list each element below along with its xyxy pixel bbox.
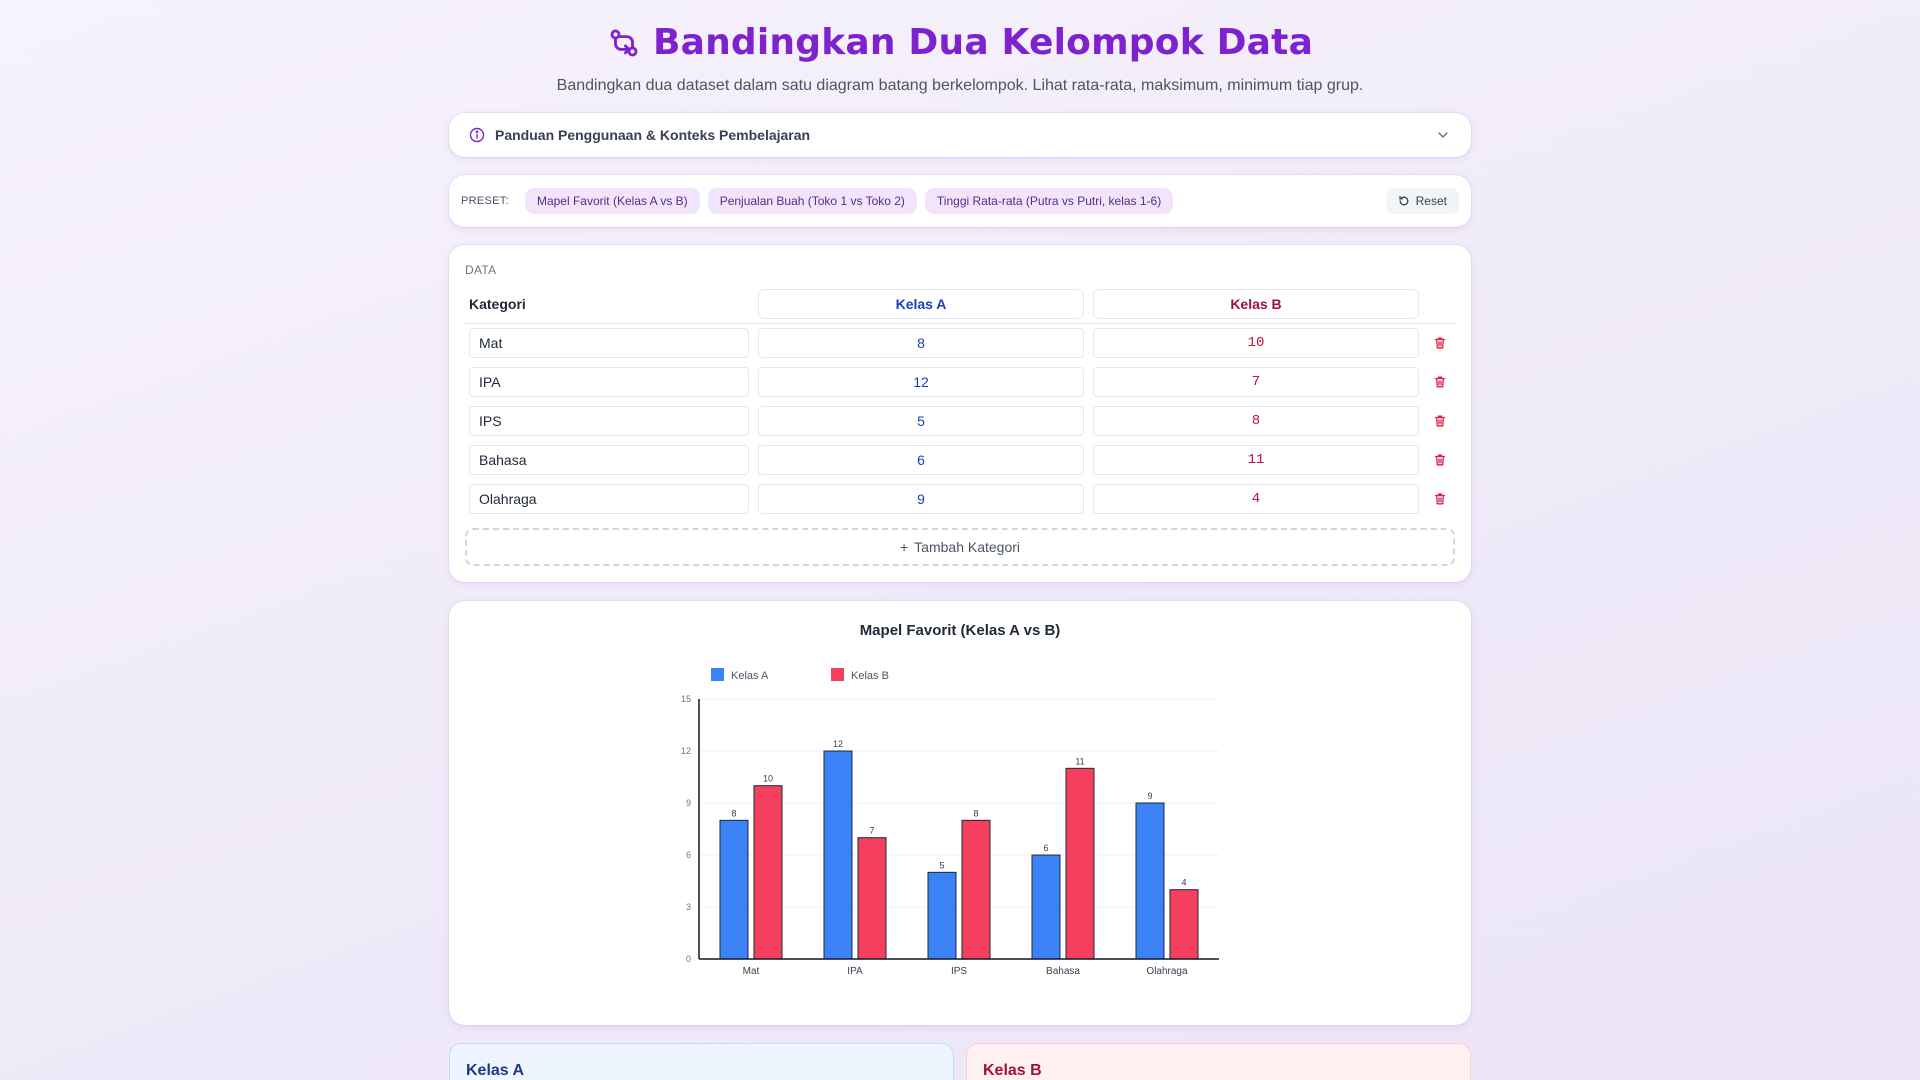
legend-swatch bbox=[831, 668, 844, 681]
bar bbox=[928, 872, 956, 959]
y-tick-label: 3 bbox=[685, 902, 691, 912]
bar-value-label: 10 bbox=[762, 773, 774, 784]
category-input[interactable]: Olahraga bbox=[469, 484, 749, 514]
bar-value-label: 12 bbox=[832, 739, 844, 749]
y-tick-label: 0 bbox=[685, 954, 691, 964]
bar-value-label: 6 bbox=[1043, 843, 1049, 853]
page-header bbox=[0, 22, 1920, 95]
kelas-b-input[interactable]: 7 bbox=[1093, 367, 1419, 397]
header-divider bbox=[465, 323, 1455, 324]
x-tick-label: IPA bbox=[847, 966, 863, 977]
kelas-b-summary-card bbox=[966, 1043, 1471, 1080]
bar-value-label: 11 bbox=[1075, 756, 1085, 767]
chart-title: Mapel Favorit (Kelas A vs B) bbox=[859, 622, 1061, 639]
preset-label: PRESET: bbox=[461, 195, 509, 207]
x-tick-label: Olahraga bbox=[1146, 966, 1188, 977]
x-tick-label: IPS bbox=[950, 966, 968, 977]
kelas-b-input[interactable]: 10 bbox=[1093, 328, 1419, 358]
bar bbox=[858, 838, 886, 959]
bar bbox=[962, 820, 990, 959]
column-header-kategori: Kategori bbox=[469, 296, 526, 312]
y-tick-label: 6 bbox=[685, 850, 691, 860]
plus-icon: + bbox=[899, 539, 909, 555]
x-tick-label: Bahasa bbox=[1046, 966, 1080, 977]
y-tick-label: 12 bbox=[680, 746, 691, 756]
trash-icon[interactable] bbox=[1433, 492, 1447, 506]
column-header-kelas-a[interactable]: Kelas A bbox=[758, 289, 1084, 319]
usage-guide-accordion[interactable] bbox=[449, 113, 1471, 157]
bar bbox=[1170, 890, 1198, 959]
table-row bbox=[449, 406, 1471, 436]
page-title: Bandingkan Dua Kelompok Data bbox=[652, 22, 1314, 63]
page-subtitle: Bandingkan dua dataset dalam satu diagram batang berkelompok. Lihat rata-rata, maksimum, minimum tiap grup. bbox=[556, 76, 1364, 94]
x-tick-label: Mat bbox=[742, 966, 760, 977]
preset-penjualan-buah[interactable]: Penjualan Buah (Toko 1 vs Toko 2) bbox=[708, 188, 917, 214]
kelas-a-input[interactable]: 9 bbox=[758, 484, 1084, 514]
title-row bbox=[607, 22, 1313, 63]
preset-tinggi-rata-rata[interactable]: Tinggi Rata-rata (Putra vs Putri, kelas 1-6) bbox=[925, 188, 1173, 214]
reset-icon bbox=[1398, 195, 1410, 207]
legend-label: Kelas B bbox=[851, 670, 889, 682]
table-row bbox=[449, 367, 1471, 397]
legend-label: Kelas A bbox=[731, 670, 769, 682]
bar-value-label: 4 bbox=[1181, 877, 1187, 888]
trash-icon[interactable] bbox=[1433, 453, 1447, 467]
preset-bar bbox=[449, 175, 1471, 227]
bar-value-label: 9 bbox=[1147, 791, 1153, 801]
data-table-card bbox=[449, 245, 1471, 582]
bar-value-label: 5 bbox=[939, 860, 945, 871]
data-section-title: DATA bbox=[465, 263, 497, 277]
bar bbox=[1032, 855, 1060, 959]
preset-mapel-favorit[interactable]: Mapel Favorit (Kelas A vs B) bbox=[525, 188, 700, 214]
info-icon bbox=[469, 127, 485, 143]
kelas-a-input[interactable]: 6 bbox=[758, 445, 1084, 475]
kelas-a-input[interactable]: 12 bbox=[758, 367, 1084, 397]
trash-icon[interactable] bbox=[1433, 336, 1447, 350]
trash-icon[interactable] bbox=[1433, 414, 1447, 428]
guide-label: Panduan Penggunaan & Konteks Pembelajaran bbox=[495, 127, 811, 143]
bar bbox=[754, 786, 782, 959]
bar bbox=[1066, 768, 1094, 959]
chart-card bbox=[449, 601, 1471, 1025]
kelas-a-summary-card bbox=[449, 1043, 954, 1080]
table-row bbox=[449, 328, 1471, 358]
legend-swatch bbox=[711, 668, 724, 681]
column-header-kelas-b[interactable]: Kelas B bbox=[1093, 289, 1419, 319]
kelas-b-summary-title: Kelas B bbox=[983, 1062, 1042, 1079]
table-row bbox=[449, 445, 1471, 475]
bar-value-label: 8 bbox=[973, 808, 979, 819]
kelas-b-input[interactable]: 8 bbox=[1093, 406, 1419, 436]
kelas-b-input[interactable]: 4 bbox=[1093, 484, 1419, 514]
table-row bbox=[449, 484, 1471, 514]
reset-label: Reset bbox=[1415, 194, 1447, 208]
compare-arrows-icon bbox=[607, 26, 641, 60]
y-tick-label: 9 bbox=[685, 798, 691, 808]
bar bbox=[824, 751, 852, 959]
reset-button[interactable] bbox=[1386, 188, 1459, 214]
add-category-button[interactable] bbox=[465, 528, 1455, 566]
trash-icon[interactable] bbox=[1433, 375, 1447, 389]
category-input[interactable]: IPA bbox=[469, 367, 749, 397]
grouped-bar-chart bbox=[449, 601, 1471, 1025]
category-input[interactable]: Bahasa bbox=[469, 445, 749, 475]
kelas-b-input[interactable]: 11 bbox=[1093, 445, 1419, 475]
y-tick-label: 15 bbox=[680, 694, 691, 704]
kelas-a-summary-title: Kelas A bbox=[466, 1062, 525, 1079]
bar-value-label: 8 bbox=[731, 808, 737, 819]
bar bbox=[720, 820, 748, 959]
kelas-a-input[interactable]: 8 bbox=[758, 328, 1084, 358]
category-input[interactable]: IPS bbox=[469, 406, 749, 436]
bar-value-label: 7 bbox=[869, 825, 875, 836]
category-input[interactable]: Mat bbox=[469, 328, 749, 358]
bar bbox=[1136, 803, 1164, 959]
kelas-a-input[interactable]: 5 bbox=[758, 406, 1084, 436]
add-category-label: Tambah Kategori bbox=[914, 539, 1021, 555]
chevron-down-icon[interactable] bbox=[1435, 127, 1451, 143]
